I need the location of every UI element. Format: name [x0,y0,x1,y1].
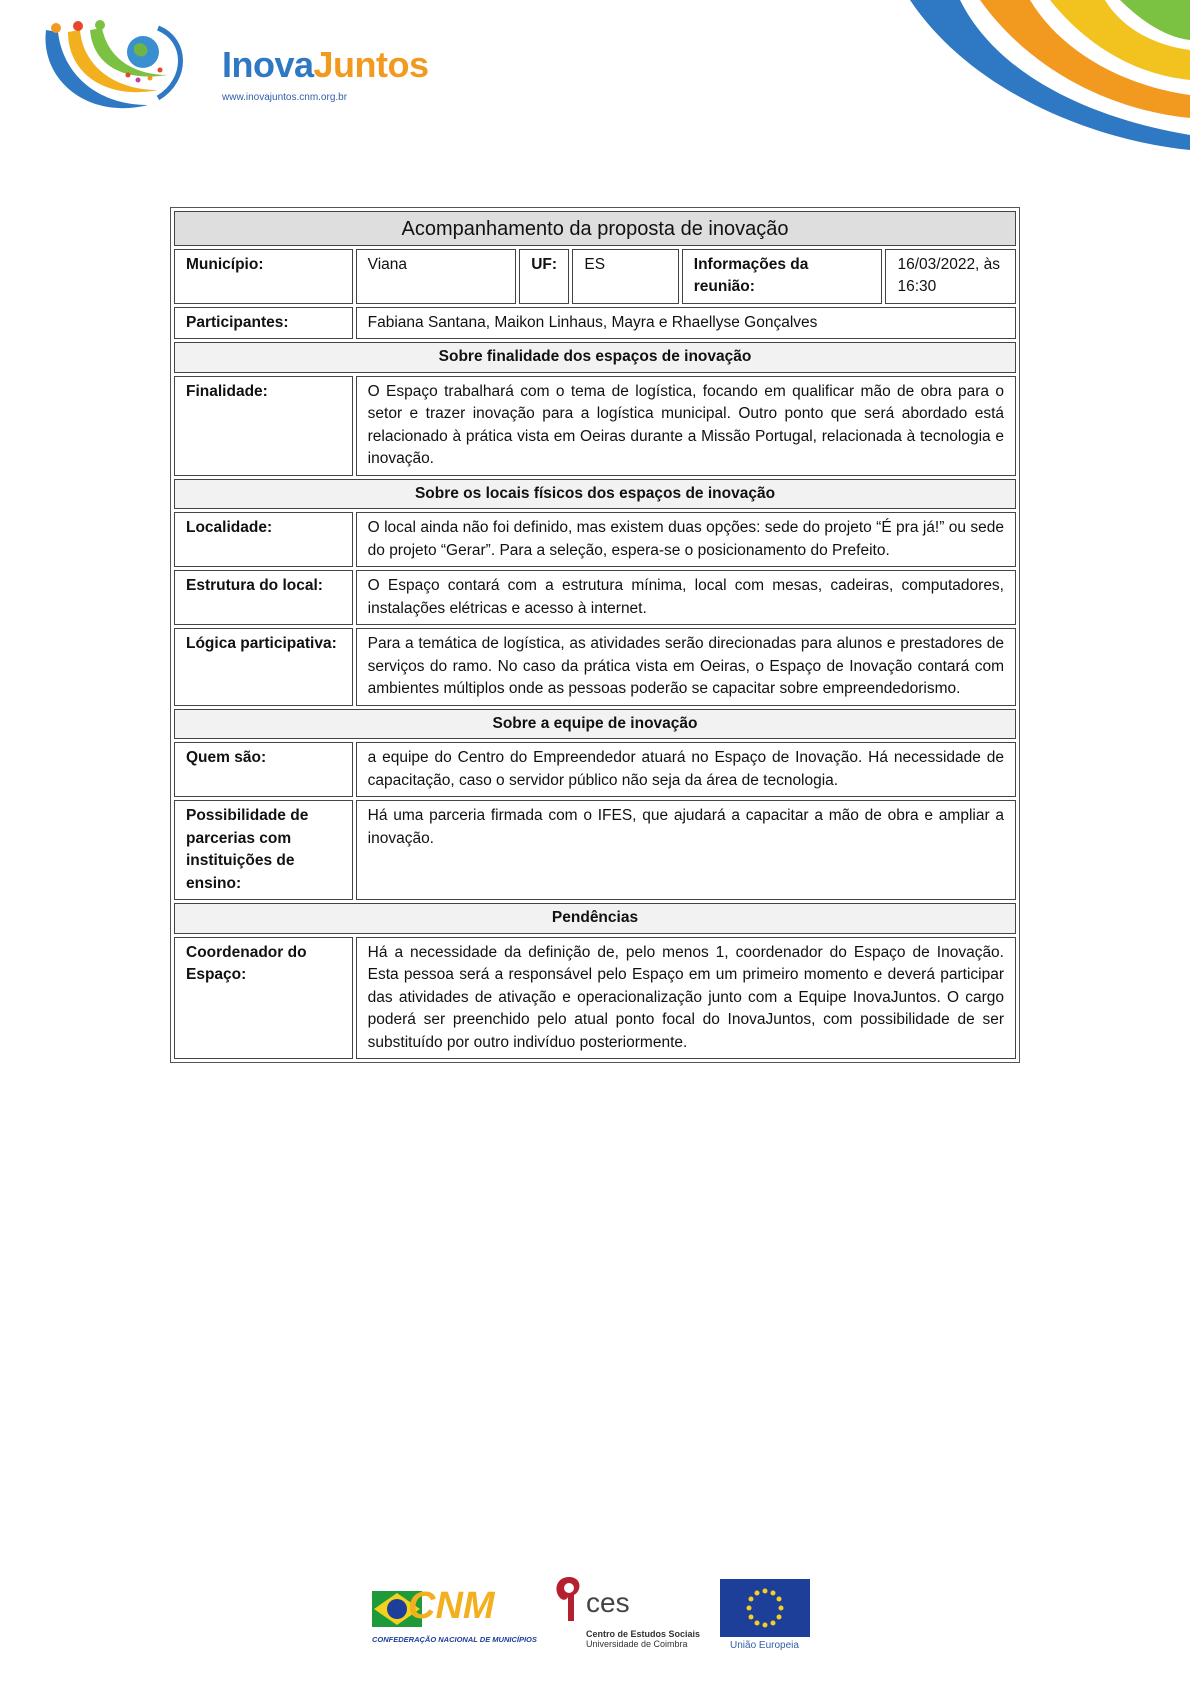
logica-value: Para a temática de logística, as atividades serão direcionadas para alunos e prestadores de serviços do ramo. No caso da prática vista em Oeiras, o Espaço de Inovação contará com ambientes múltiplos onde as pessoas poderão se capacitar sobre empreendedorismo. [356,628,1016,706]
cnm-logo [372,1585,537,1649]
eu-label: União Europeia [730,1640,799,1651]
ces-logo [552,1575,701,1653]
ces-line1: Centro de Estudos Sociais [586,1629,701,1639]
finalidade-value: O Espaço trabalhará com o tema de logística, focando em qualificar mão de obra para o setor e trazer inovação para a logística municipal. Outro ponto que será abordado está relacionado à prática vista em Oeiras durante a Missão Portugal, relacionada à tecnologia e inovação. [356,376,1016,476]
section-equipe-heading: Sobre a equipe de inovação [174,709,1016,740]
ces-text: ces [586,1587,630,1618]
uf-label: UF: [519,249,569,304]
municipio-value: Viana [356,249,517,304]
meeting-info-value: 16/03/2022, às 16:30 [885,249,1016,304]
brand-name [222,44,429,86]
parcerias-label: Possibilidade de parcerias com instituições de ensino: [174,800,353,900]
section-pendencias-heading: Pendências [174,903,1016,934]
proposal-tracking-table [170,207,1020,1063]
participantes-label: Participantes: [174,307,353,340]
footer-logos [372,1575,822,1655]
localidade-label: Localidade: [174,512,353,567]
logica-label: Lógica participativa: [174,628,353,706]
localidade-value: O local ainda não foi definido, mas existem duas opções: sede do projeto “É pra já!” ou sede do projeto “Gerar”. Para a seleção, espera-se o posicionamento do Prefeito. [356,512,1016,567]
eu-logo [720,1579,810,1653]
quem-value: a equipe do Centro do Empreendedor atuará no Espaço de Inovação. Há necessidade de capacitação, caso o servidor público não seja da área de tecnologia. [356,742,1016,797]
brand-part2: Juntos [313,44,429,85]
municipio-label: Município: [174,249,353,304]
table-title: Acompanhamento da proposta de inovação [174,211,1016,246]
section-finalidade-heading: Sobre finalidade dos espaços de inovação [174,342,1016,373]
parcerias-value: Há uma parceria firmada com o IFES, que ajudará a capacitar a mão de obra e ampliar a inovação. [356,800,1016,900]
section-locais-heading: Sobre os locais físicos dos espaços de inovação [174,479,1016,510]
cnm-text: CNM [408,1585,495,1627]
estrutura-label: Estrutura do local: [174,570,353,625]
estrutura-value: O Espaço contará com a estrutura mínima, local com mesas, cadeiras, computadores, instalações elétricas e acesso à internet. [356,570,1016,625]
participantes-value: Fabiana Santana, Maikon Linhaus, Mayra e Rhaellyse Gonçalves [356,307,1016,340]
quem-label: Quem são: [174,742,353,797]
ces-line2: Universidade de Coimbra [586,1639,688,1649]
finalidade-label: Finalidade: [174,376,353,476]
corner-swoosh-graphic [890,0,1190,160]
cnm-subtitle: CONFEDERAÇÃO NACIONAL DE MUNICÍPIOS [372,1635,537,1644]
coordenador-label: Coordenador do Espaço: [174,937,353,1060]
inovajuntos-logo [38,20,458,125]
coordenador-value: Há a necessidade da definição de, pelo menos 1, coordenador do Espaço de Inovação. Esta pessoa será a responsável pelo Espaço em um primeiro momento e deverá participar das atividades de ativação e operacionalização junto com a Equipe InovaJuntos. O cargo poderá ser preenchido pelo atual ponto focal do InovaJuntos, com possibilidade de ser substituído por outro indivíduo posteriormente. [356,937,1016,1060]
ces-emblem-icon [552,1575,586,1625]
eu-flag-icon [720,1579,810,1637]
inovajuntos-emblem-icon [38,20,198,120]
uf-value: ES [572,249,678,304]
brand-url: www.inovajuntos.cnm.org.br [222,92,348,103]
meeting-info-label: Informações da reunião: [682,249,883,304]
brand-part1: Inova [222,44,314,85]
